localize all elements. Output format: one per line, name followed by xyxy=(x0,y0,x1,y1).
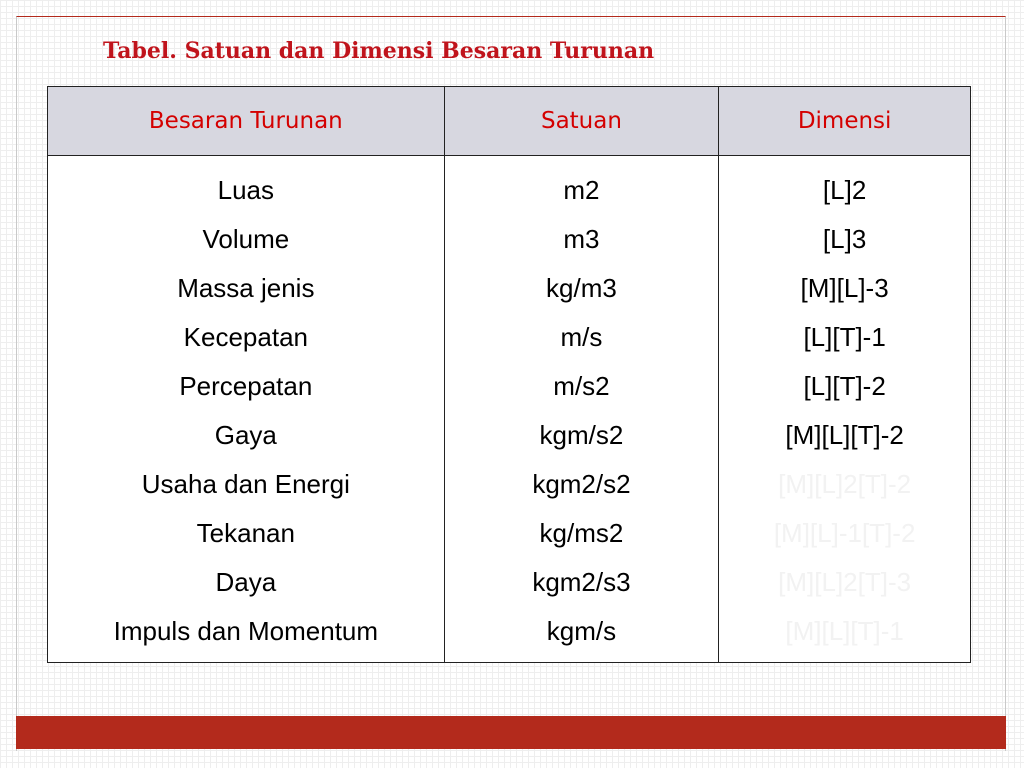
unit-volume: m3 xyxy=(563,224,600,254)
quantity-daya: Daya xyxy=(215,567,277,597)
unit-tekanan: kg/ms2 xyxy=(539,518,624,548)
units-column xyxy=(444,156,719,663)
quantity-massa-jenis: Massa jenis xyxy=(177,273,315,303)
quantity-percepatan: Percepatan xyxy=(179,371,313,401)
quantity-impuls-dan-momentum: Impuls dan Momentum xyxy=(113,616,379,646)
slide-title: Tabel. Satuan dan Dimensi Besaran Turunan xyxy=(103,38,655,64)
unit-kecepatan: m/s xyxy=(560,322,603,352)
dimension-gaya: [M][L][T]-2 xyxy=(785,420,904,450)
unit-percepatan: m/s2 xyxy=(553,371,610,401)
quantity-kecepatan: Kecepatan xyxy=(183,322,308,352)
dimension-daya: [M][L]2[T]-3 xyxy=(778,567,912,597)
unit-daya: kgm2/s3 xyxy=(532,567,631,597)
header-dimensi: Dimensi xyxy=(719,87,971,156)
quantities-column xyxy=(48,156,445,663)
dimension-usaha-dan-energi: [M][L]2[T]-2 xyxy=(778,469,912,499)
quantity-gaya: Gaya xyxy=(214,420,277,450)
unit-usaha-dan-energi: kgm2/s2 xyxy=(532,469,631,499)
dimension-kecepatan: [L][T]-1 xyxy=(803,322,886,352)
quantity-luas: Luas xyxy=(217,175,275,205)
dimensions-column xyxy=(719,156,971,663)
table-row xyxy=(48,156,971,663)
table-header-row xyxy=(48,87,971,156)
unit-massa-jenis: kg/m3 xyxy=(546,273,617,303)
dimension-massa-jenis: [M][L]-3 xyxy=(800,273,889,303)
units-dimensions-table xyxy=(47,86,971,663)
quantity-usaha-dan-energi: Usaha dan Energi xyxy=(141,469,350,499)
header-satuan: Satuan xyxy=(444,87,719,156)
quantity-tekanan: Tekanan xyxy=(196,518,295,548)
dimension-percepatan: [L][T]-2 xyxy=(803,371,886,401)
unit-luas: m2 xyxy=(563,175,600,205)
dimension-tekanan: [M][L]-1[T]-2 xyxy=(773,518,916,548)
unit-gaya: kgm/s2 xyxy=(539,420,624,450)
dimension-impuls-dan-momentum: [M][L][T]-1 xyxy=(785,616,904,646)
dimension-luas: [L]2 xyxy=(822,175,867,205)
bottom-accent-bar xyxy=(16,716,1006,749)
quantity-volume: Volume xyxy=(202,224,290,254)
dimension-volume: [L]3 xyxy=(822,224,867,254)
unit-impuls-dan-momentum: kgm/s xyxy=(546,616,617,646)
header-besaran-turunan: Besaran Turunan xyxy=(48,87,445,156)
